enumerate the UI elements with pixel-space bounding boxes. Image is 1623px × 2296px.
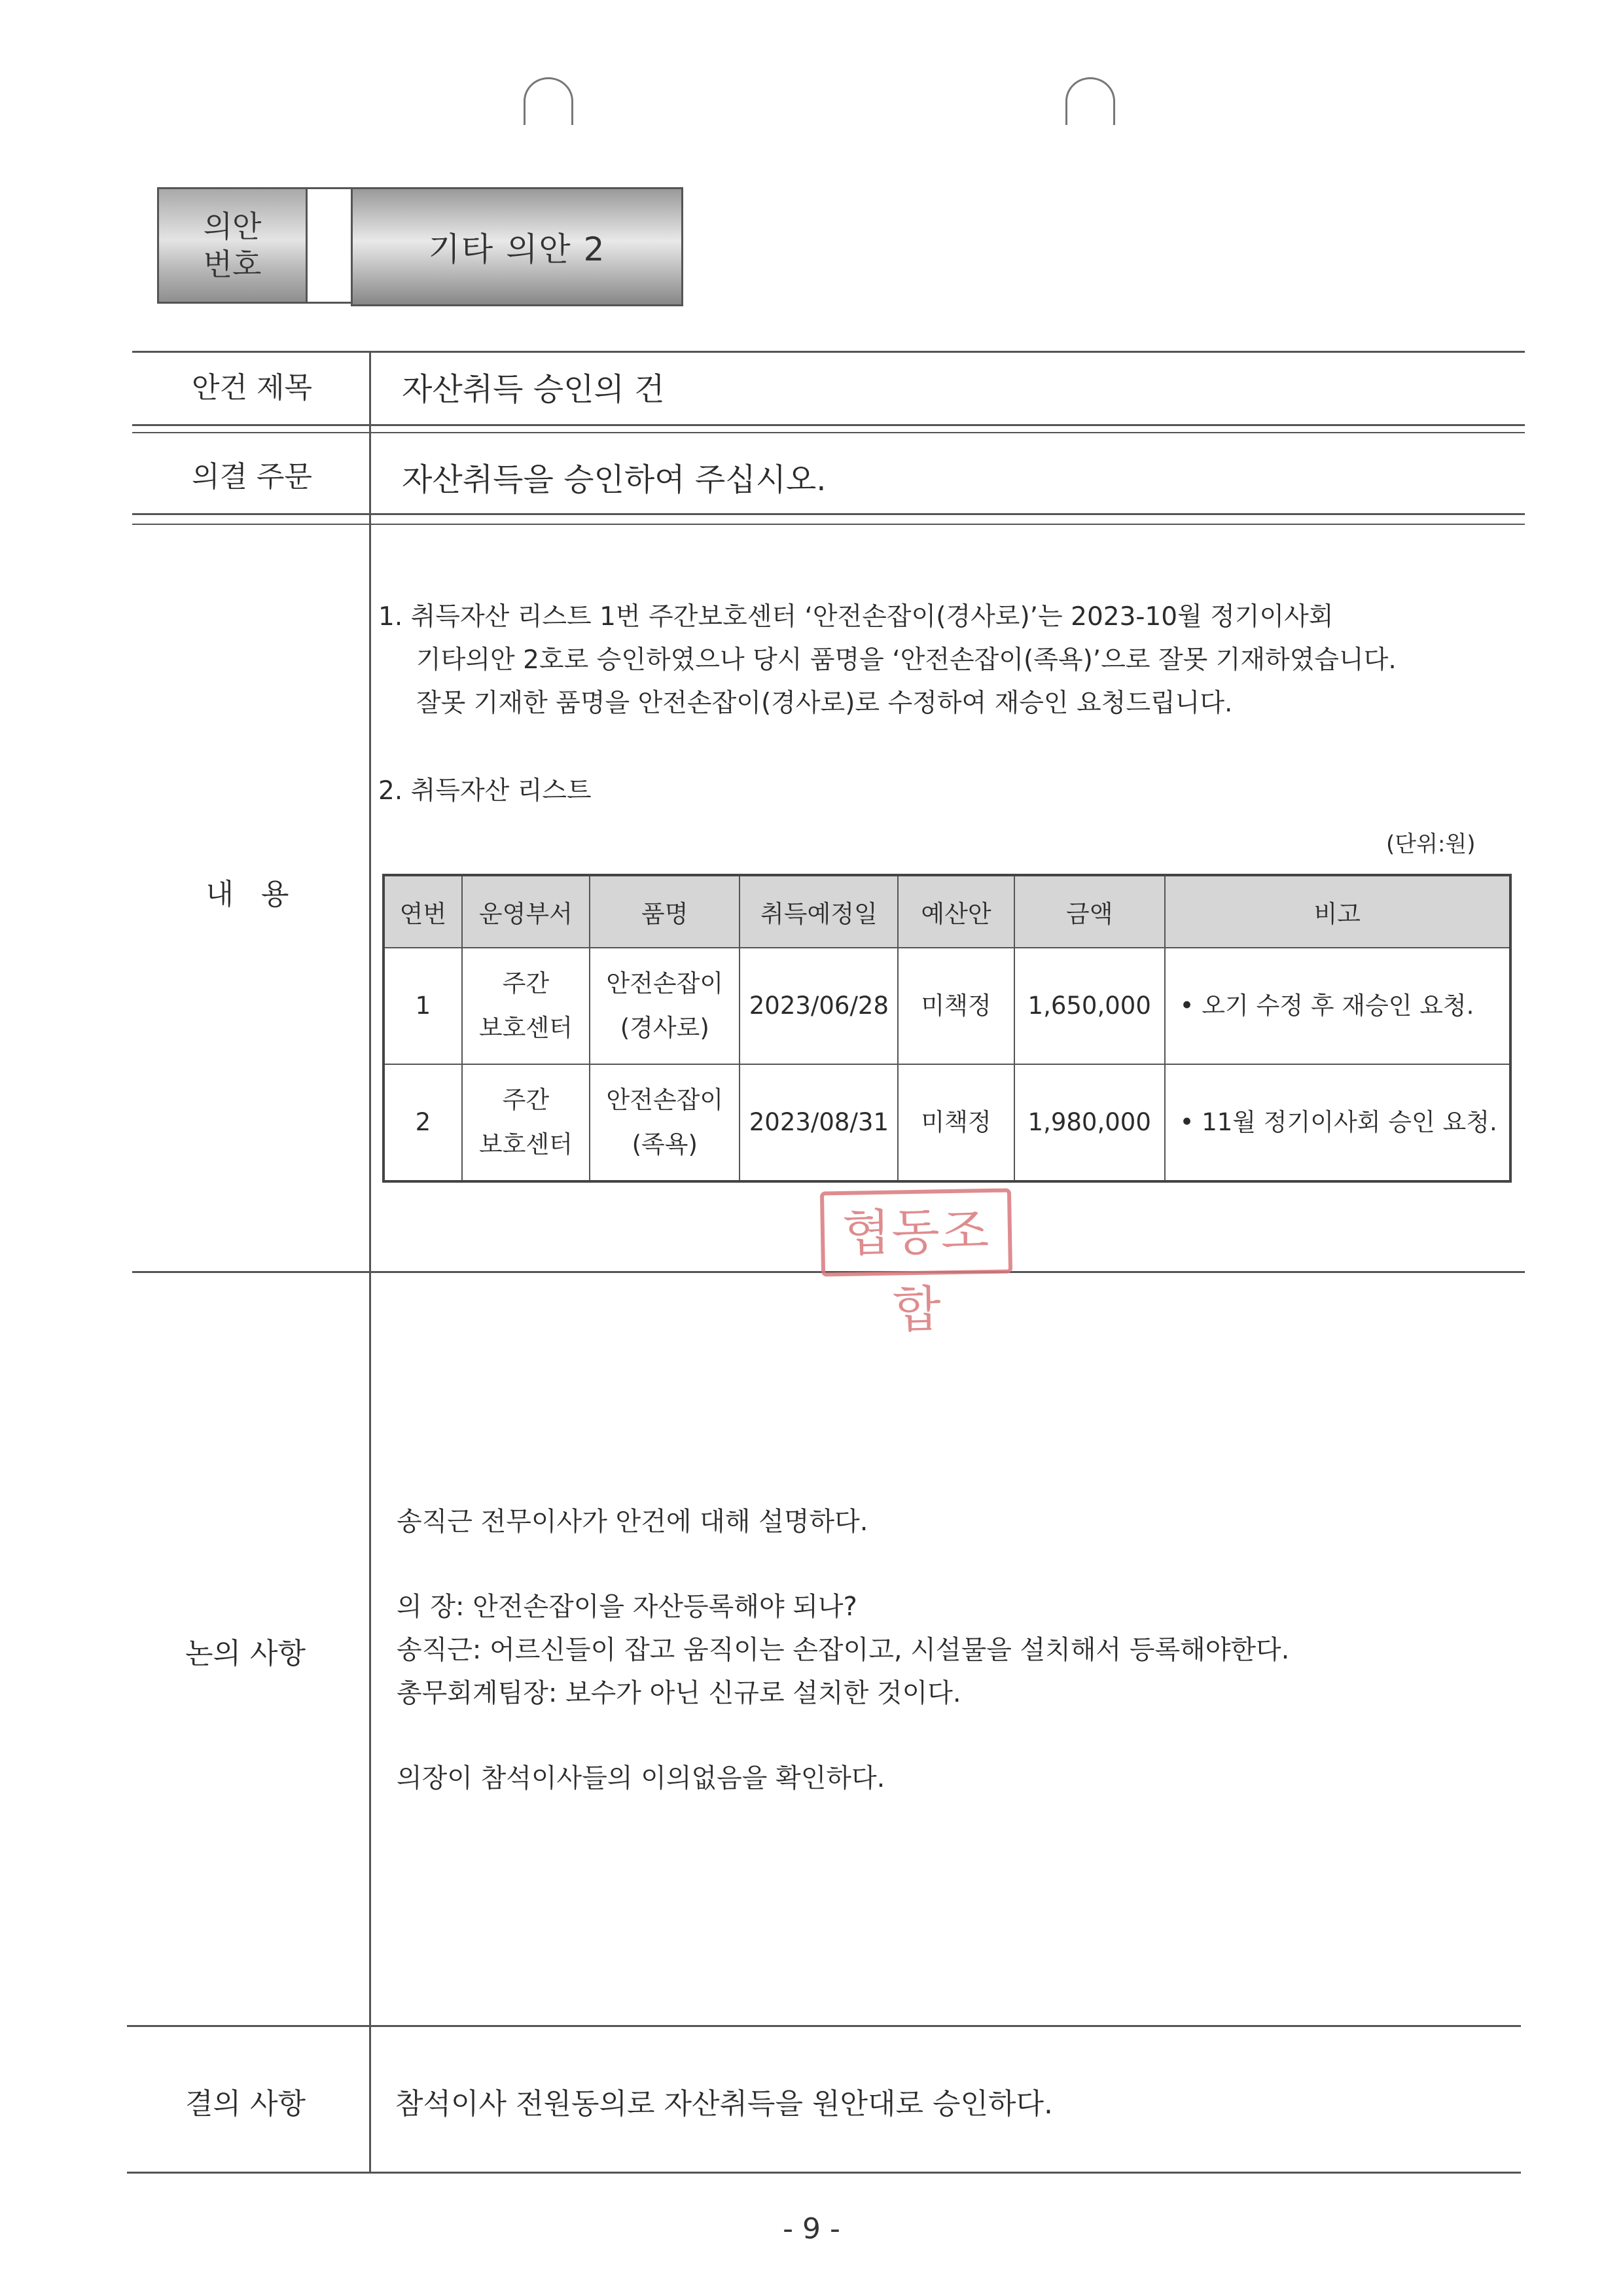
title-value: 자산취득 승인의 건	[402, 371, 665, 408]
cell-no: 1	[383, 948, 462, 1064]
discussion-line3: 송직근: 어르신들이 잡고 움직이는 손잡이고, 시설물을 설치해서 등록해야한다.	[397, 1635, 1290, 1665]
resolution-label: 의결 주문	[191, 460, 312, 493]
punch-hole-left	[524, 77, 573, 125]
rule-top	[132, 351, 1525, 353]
agenda-number-value: 기타 의안 2	[351, 187, 683, 306]
rule-after-title	[132, 424, 1525, 426]
cell-note: • 오기 수정 후 재승인 요청.	[1165, 948, 1510, 1064]
content-label: 내 용	[205, 878, 298, 911]
cell-no: 2	[383, 1064, 462, 1181]
cell-item	[590, 948, 740, 1064]
discussion-line1: 송직근 전무이사가 안건에 대해 설명하다.	[397, 1507, 868, 1537]
content-item1-line2: 기타의안 2호로 승인하였으나 당시 품명을 ‘안전손잡이(족욕)’으로 잘못 기재하였습니다.	[416, 645, 1397, 675]
cell-dept-l2: 보호센터	[478, 1014, 573, 1042]
header-divider	[308, 187, 351, 304]
rule-after-discussion	[127, 2025, 1521, 2027]
decision-label: 결의 사항	[185, 2087, 306, 2121]
cell-item-l2: (족욕)	[632, 1130, 698, 1158]
cell-item-l1: 안전손잡이	[606, 969, 724, 997]
col-header-item: 품명	[590, 875, 740, 948]
cell-dept	[462, 1064, 590, 1181]
agenda-number-label-line1: 의안	[203, 209, 262, 244]
resolution-value: 자산취득을 승인하여 주십시오.	[402, 461, 827, 498]
cell-item-l1: 안전손잡이	[606, 1086, 724, 1114]
cell-amount: 1,980,000	[1014, 1064, 1165, 1181]
company-seal-stamp: 협동조합	[820, 1188, 1012, 1276]
table-header-row	[383, 875, 1510, 948]
col-header-budget: 예산안	[898, 875, 1014, 948]
content-item1-line1: 1. 취득자산 리스트 1번 주간보호센터 ‘안전손잡이(경사로)’는 2023-10월 정기이사회	[378, 602, 1334, 632]
cell-dept	[462, 948, 590, 1064]
asset-table	[382, 874, 1512, 1183]
cell-note: • 11월 정기이사회 승인 요청.	[1165, 1064, 1510, 1181]
page-number: - 9 -	[783, 2212, 840, 2246]
cell-dept-l1: 주간	[502, 1086, 550, 1114]
cell-item	[590, 1064, 740, 1181]
decision-value: 참석이사 전원동의로 자산취득을 원안대로 승인하다.	[395, 2087, 1054, 2121]
cell-date: 2023/08/31	[740, 1064, 898, 1181]
cell-date: 2023/06/28	[740, 948, 898, 1064]
discussion-line4: 총무회계팀장: 보수가 아닌 신규로 설치한 것이다.	[397, 1678, 961, 1708]
cell-budget: 미책정	[898, 948, 1014, 1064]
cell-amount: 1,650,000	[1014, 948, 1165, 1064]
cell-dept-l2: 보호센터	[478, 1130, 573, 1158]
rule-after-resolution	[132, 513, 1525, 515]
punch-hole-right	[1065, 77, 1115, 125]
unit-note: (단위:원)	[1386, 831, 1476, 857]
rule-double-2	[132, 524, 1525, 525]
table-row	[383, 1064, 1510, 1181]
col-header-dept: 운영부서	[462, 875, 590, 948]
cell-budget: 미책정	[898, 1064, 1014, 1181]
col-header-date: 취득예정일	[740, 875, 898, 948]
discussion-line5: 의장이 참석이사들의 이의없음을 확인하다.	[397, 1763, 885, 1793]
table-row	[383, 948, 1510, 1064]
rule-bottom	[127, 2172, 1521, 2174]
discussion-line2: 의 장: 안전손잡이을 자산등록해야 되나?	[397, 1592, 857, 1622]
rule-double	[132, 432, 1525, 433]
content-item2-heading: 2. 취득자산 리스트	[378, 776, 592, 806]
col-header-amount: 금액	[1014, 875, 1165, 948]
cell-dept-l1: 주간	[502, 969, 550, 997]
content-item1-line3: 잘못 기재한 품명을 안전손잡이(경사로)로 수정하여 재승인 요청드립니다.	[416, 689, 1233, 718]
title-label: 안건 제목	[191, 371, 312, 404]
agenda-number-label-line2: 번호	[203, 247, 262, 282]
cell-item-l2: (경사로)	[620, 1014, 709, 1042]
agenda-number-label	[157, 187, 308, 304]
discussion-label: 논의 사항	[185, 1637, 306, 1670]
col-header-no: 연번	[383, 875, 462, 948]
label-column-divider	[369, 351, 371, 2173]
col-header-note: 비고	[1165, 875, 1510, 948]
